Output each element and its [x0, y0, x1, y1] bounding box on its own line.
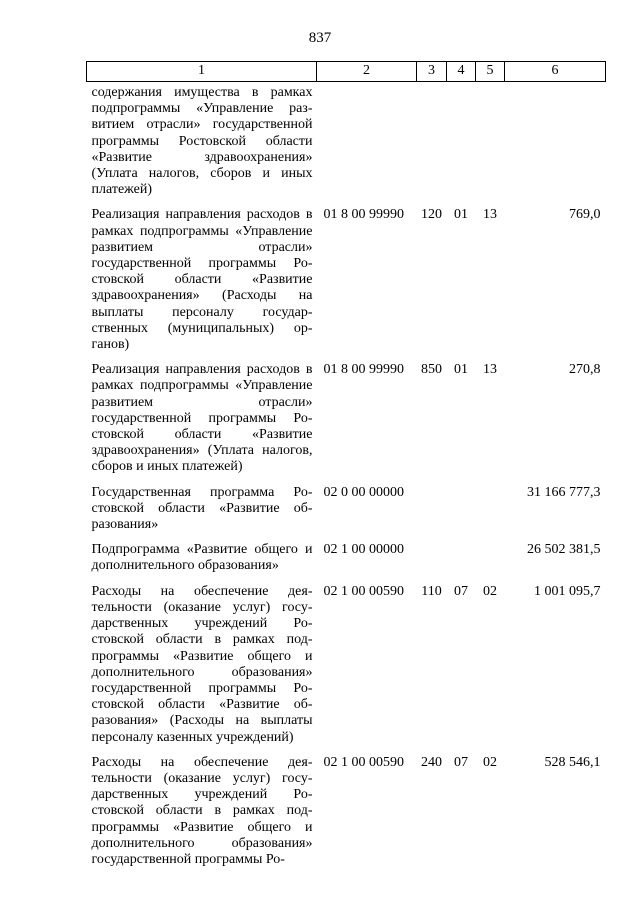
- table-row: [87, 82, 606, 208]
- row-name-cell: содержания имущества в рамках подпрограммы «Управление развитием отрасли» государственной программы Ростовской области «Развитие здравоохранения» (Уплата налогов, сборов и иных платежей): [91, 85, 313, 198]
- table-row: [87, 542, 606, 583]
- row-name-cell: Подпрограмма «Развитие общего и дополнительного образования»: [91, 542, 313, 574]
- table-row: [87, 584, 606, 755]
- header-col-6: 6: [505, 62, 606, 82]
- row-vr-cell: 120: [421, 207, 442, 223]
- row-rz-cell: [447, 542, 476, 583]
- header-col-3: 3: [417, 62, 447, 82]
- row-pr-cell: [476, 542, 505, 583]
- table-row: [87, 485, 606, 543]
- row-name-cell: Государственная программа Ростовской области «Развитие образования»: [91, 484, 313, 533]
- header-col-4: 4: [447, 62, 476, 82]
- row-amount-cell: 31 166 777,3: [527, 484, 601, 500]
- row-pr-cell: 02: [483, 583, 497, 599]
- row-code-cell: 01 8 00 99990: [323, 207, 404, 223]
- row-code-cell: 01 8 00 99990: [323, 362, 404, 378]
- row-pr-cell: [476, 82, 505, 208]
- table-row: [87, 755, 606, 877]
- table-row: [87, 362, 606, 484]
- row-code-cell: [317, 82, 417, 208]
- row-name-cell: Реализация направления расходов в рамках подпрограммы «Управление развитием отрасли» государственной программы Ростовской области «Развитие здравоохранения» (Расходы на выплаты персоналу государственных (муниципальных) органов): [91, 207, 313, 353]
- row-rz-cell: 01: [454, 207, 468, 223]
- page-number: 837: [308, 30, 332, 46]
- row-code-cell: 02 1 00 00590: [323, 754, 404, 770]
- budget-table: [86, 61, 606, 877]
- row-vr-cell: 240: [421, 754, 442, 770]
- row-code-cell: 02 1 00 00000: [323, 542, 404, 558]
- row-pr-cell: 13: [483, 362, 497, 378]
- row-pr-cell: [476, 485, 505, 543]
- header-col-5: 5: [476, 62, 505, 82]
- row-rz-cell: 01: [454, 362, 468, 378]
- row-name-cell: Реализация направления расходов в рамках подпрограммы «Управление развитием отрасли» государственной программы Ростовской области «Развитие здравоохранения» (Уплата налогов, сборов и иных платежей): [91, 362, 313, 475]
- row-name-cell: Расходы на обеспечение деятельности (оказание услуг) государственных учреждений Ростовской области в рамках подпрограммы «Развитие общего и дополнительного образования» государственной программы Ростовской области «Развитие образования» (Расходы на выплаты персоналу казенных учреждений): [91, 583, 313, 745]
- row-code-cell: 02 0 00 00000: [323, 484, 404, 500]
- row-vr-cell: 110: [421, 583, 442, 599]
- row-rz-cell: 07: [454, 583, 468, 599]
- row-rz-cell: [447, 82, 476, 208]
- row-amount-cell: 26 502 381,5: [527, 542, 601, 558]
- row-amount-cell: 769,0: [569, 207, 601, 223]
- table-row: [87, 207, 606, 362]
- row-vr-cell: [417, 542, 447, 583]
- row-name-cell: Расходы на обеспечение деятельности (оказание услуг) государственных учреждений Ростовской области в рамках подпрограммы «Развитие общего и дополнительного образования» государственной программы Ро-: [91, 754, 313, 867]
- row-vr-cell: 850: [421, 362, 442, 378]
- row-vr-cell: [417, 82, 447, 208]
- row-amount-cell: [505, 82, 606, 208]
- row-rz-cell: [447, 485, 476, 543]
- header-row: [87, 62, 606, 82]
- row-code-cell: 02 1 00 00590: [323, 583, 404, 599]
- header-col-1: 1: [87, 62, 317, 82]
- row-amount-cell: 270,8: [569, 362, 601, 378]
- row-amount-cell: 1 001 095,7: [534, 583, 601, 599]
- row-pr-cell: 13: [483, 207, 497, 223]
- header-col-2: 2: [317, 62, 417, 82]
- row-pr-cell: 02: [483, 754, 497, 770]
- row-rz-cell: 07: [454, 754, 468, 770]
- row-amount-cell: 528 546,1: [544, 754, 601, 770]
- row-vr-cell: [417, 485, 447, 543]
